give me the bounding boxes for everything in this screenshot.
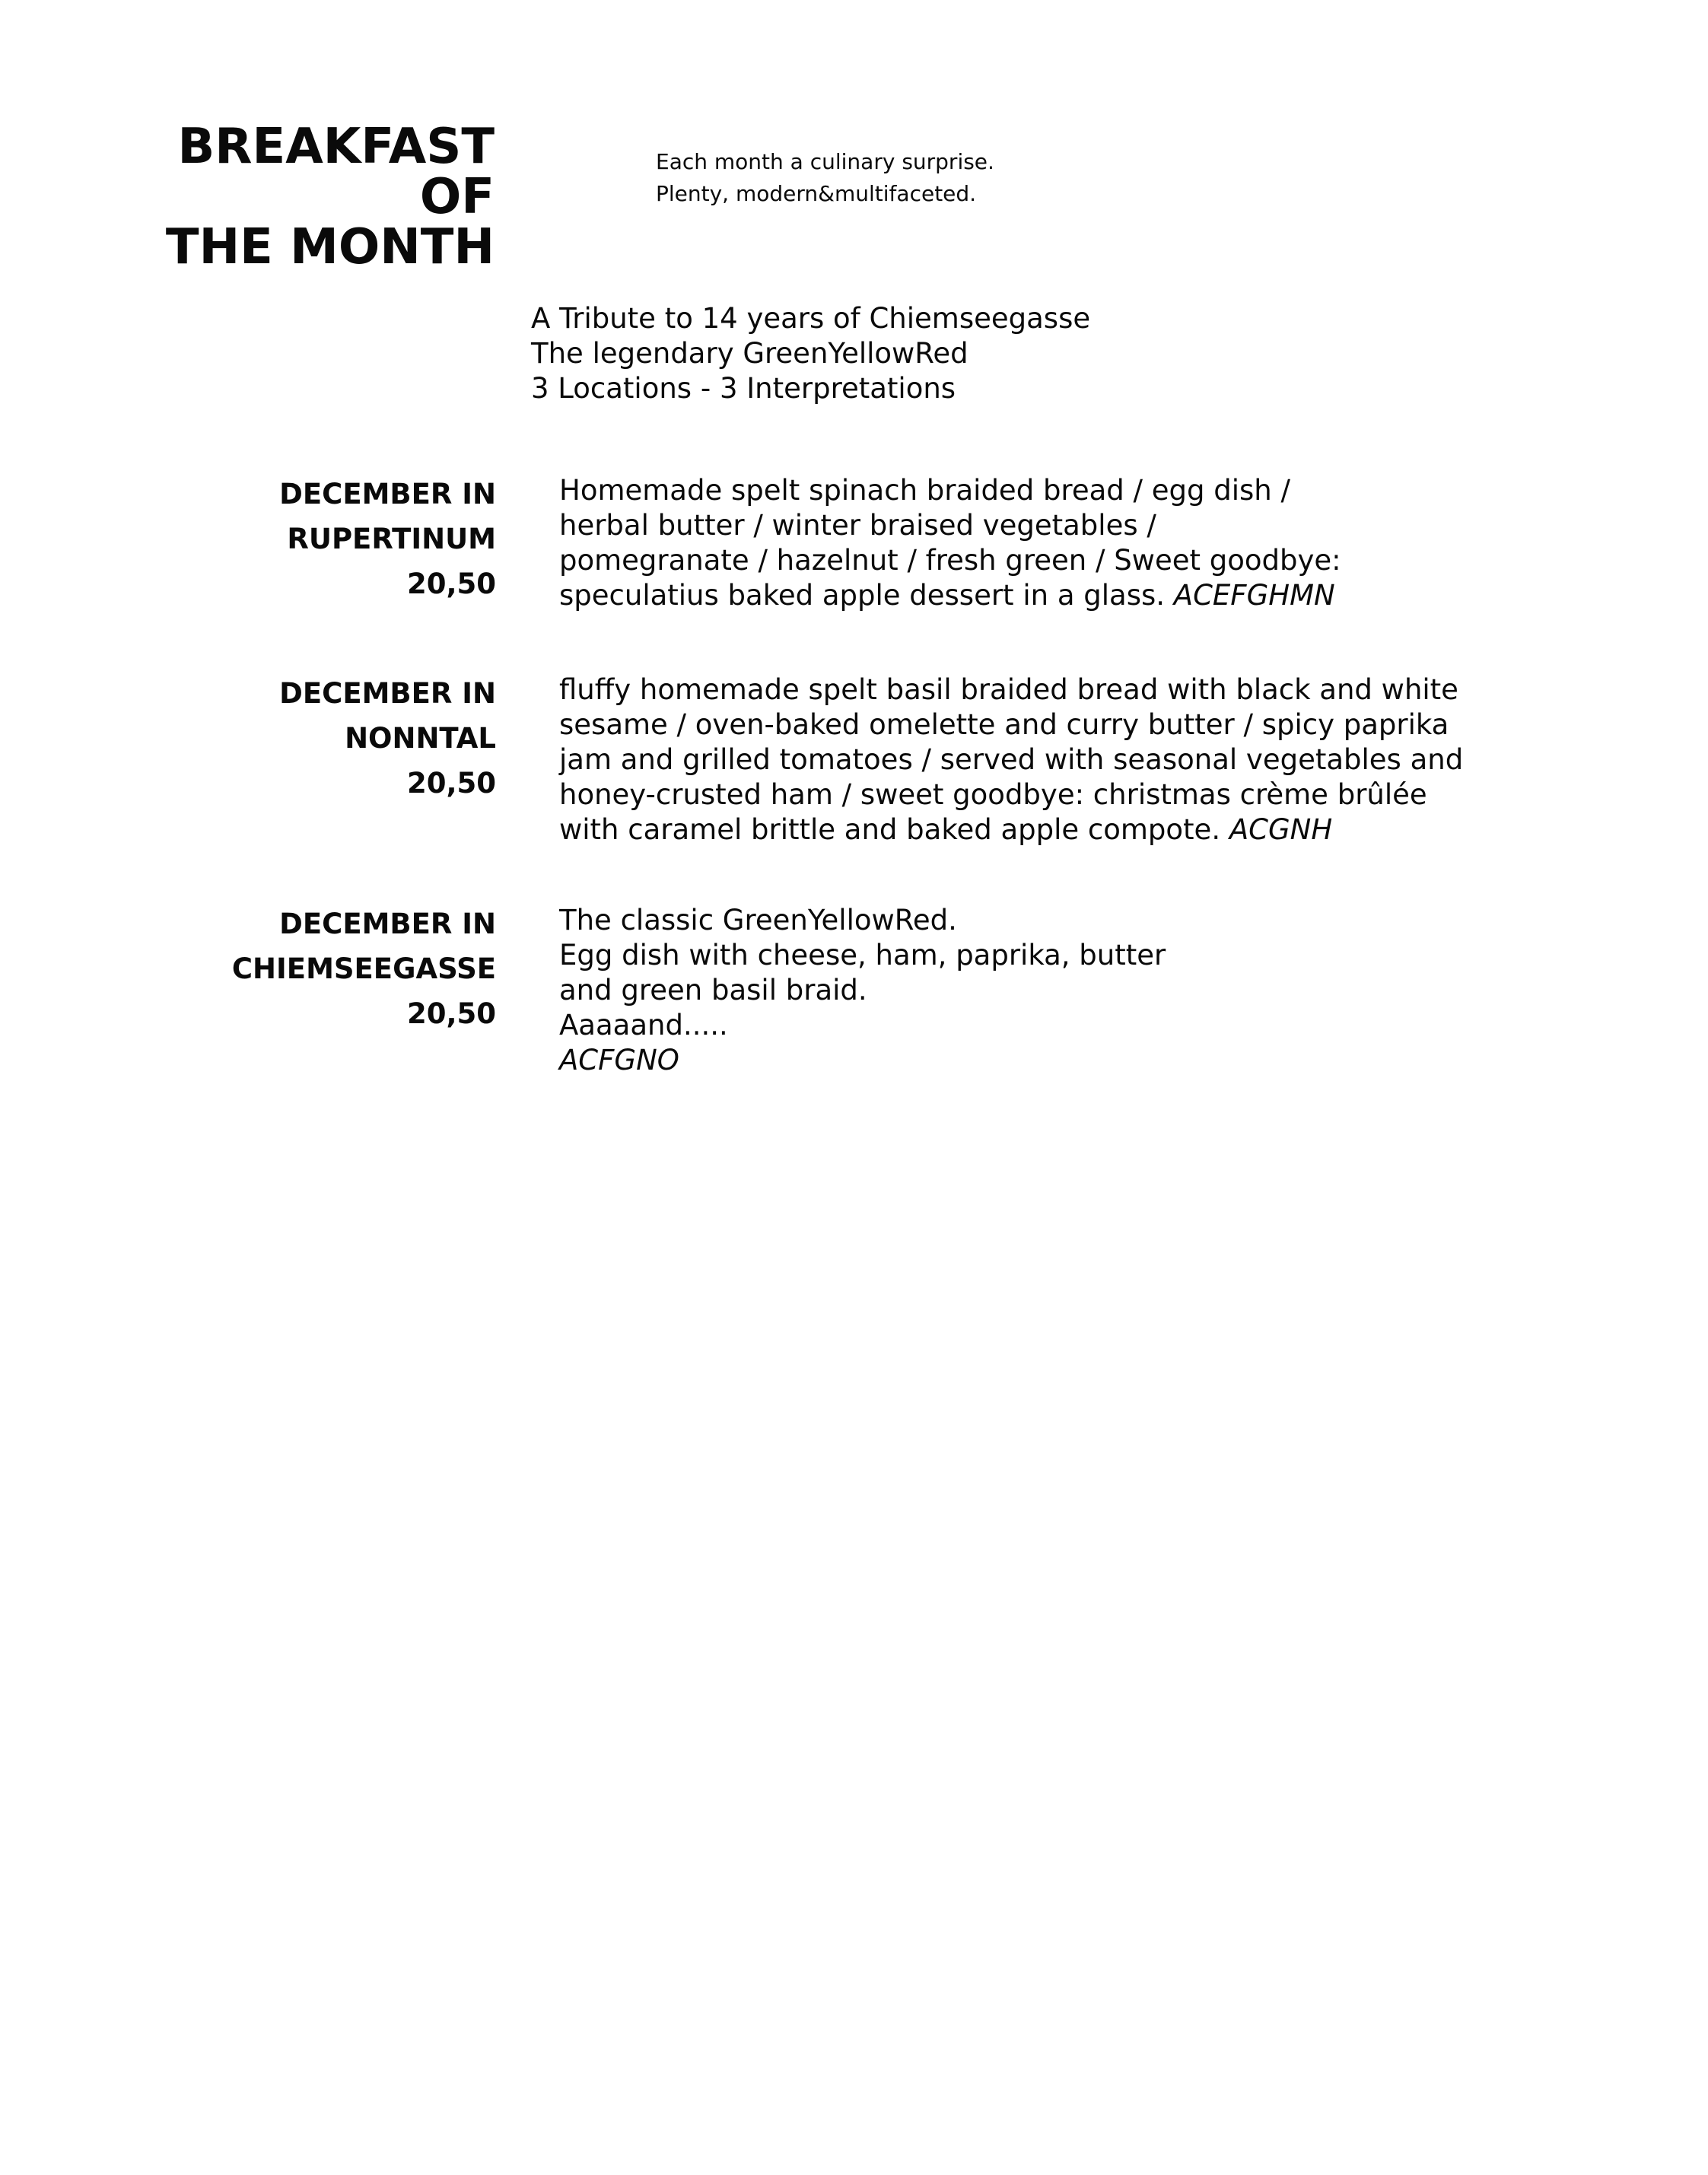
description-line: sesame / oven-baked omelette and curry butter / spicy paprika	[559, 708, 1449, 741]
description-line: Egg dish with cheese, ham, paprika, butter	[559, 939, 1166, 971]
description-line: herbal butter / winter braised vegetables /	[559, 509, 1156, 542]
entry-price: 20,50	[406, 568, 496, 600]
description-line: Aaaaand.....	[559, 1009, 728, 1041]
intro-line-3: 3 Locations - 3 Interpretations	[531, 372, 956, 405]
description-text: speculatius baked apple dessert in a glass.	[559, 579, 1174, 612]
description-line	[559, 812, 1434, 847]
intro-line-2: The legendary GreenYellowRed	[531, 337, 969, 370]
description-line: jam and grilled tomatoes / served with seasonal vegetables and	[559, 743, 1464, 776]
tagline	[656, 146, 994, 210]
description-line	[559, 578, 1434, 613]
entry-description-nonntal	[559, 673, 1464, 847]
entry-location-line-2: RUPERTINUM	[287, 523, 496, 555]
description-line: honey-crusted ham / sweet goodbye: christmas crème brûlée	[559, 778, 1427, 811]
page-title-line-1: BREAKFAST OF	[177, 119, 495, 225]
allergen-codes: ACGNH	[1229, 813, 1333, 846]
intro-line-1: A Tribute to 14 years of Chiemseegasse	[531, 302, 1091, 335]
allergen-codes: ACFGNO	[559, 1044, 679, 1076]
entry-price: 20,50	[406, 767, 496, 800]
description-line: Homemade spelt spinach braided bread / egg dish /	[559, 474, 1290, 507]
page-title-line-2: THE MONTH	[165, 219, 495, 275]
entry-price: 20,50	[406, 997, 496, 1030]
intro-text	[531, 301, 1090, 406]
entry-description-chiemseegasse	[559, 903, 1434, 1078]
entry-label-chiemseegasse	[213, 901, 496, 1036]
description-line: The classic GreenYellowRed.	[559, 904, 957, 936]
description-line: pomegranate / hazelnut / fresh green / Sweet goodbye:	[559, 544, 1341, 577]
page-title	[91, 119, 495, 275]
entry-label-nonntal	[213, 671, 496, 806]
entry-location-line-1: DECEMBER IN	[279, 677, 496, 710]
entry-location-line-1: DECEMBER IN	[279, 908, 496, 940]
description-line: and green basil braid.	[559, 974, 867, 1006]
entry-label-rupertinum	[213, 472, 496, 606]
tagline-line-2: Plenty, modern&multifaceted.	[656, 181, 977, 206]
description-line: fluffy homemade spelt basil braided bread with black and white	[559, 673, 1458, 706]
entry-location-line-2: CHIEMSEEGASSE	[231, 952, 496, 985]
entry-description-rupertinum	[559, 473, 1434, 613]
allergen-codes: ACEFGHMN	[1173, 579, 1335, 612]
tagline-line-1: Each month a culinary surprise.	[656, 149, 994, 174]
entry-location-line-1: DECEMBER IN	[279, 478, 496, 510]
entry-location-line-2: NONNTAL	[345, 722, 496, 755]
description-text: with caramel brittle and baked apple compote.	[559, 813, 1229, 846]
